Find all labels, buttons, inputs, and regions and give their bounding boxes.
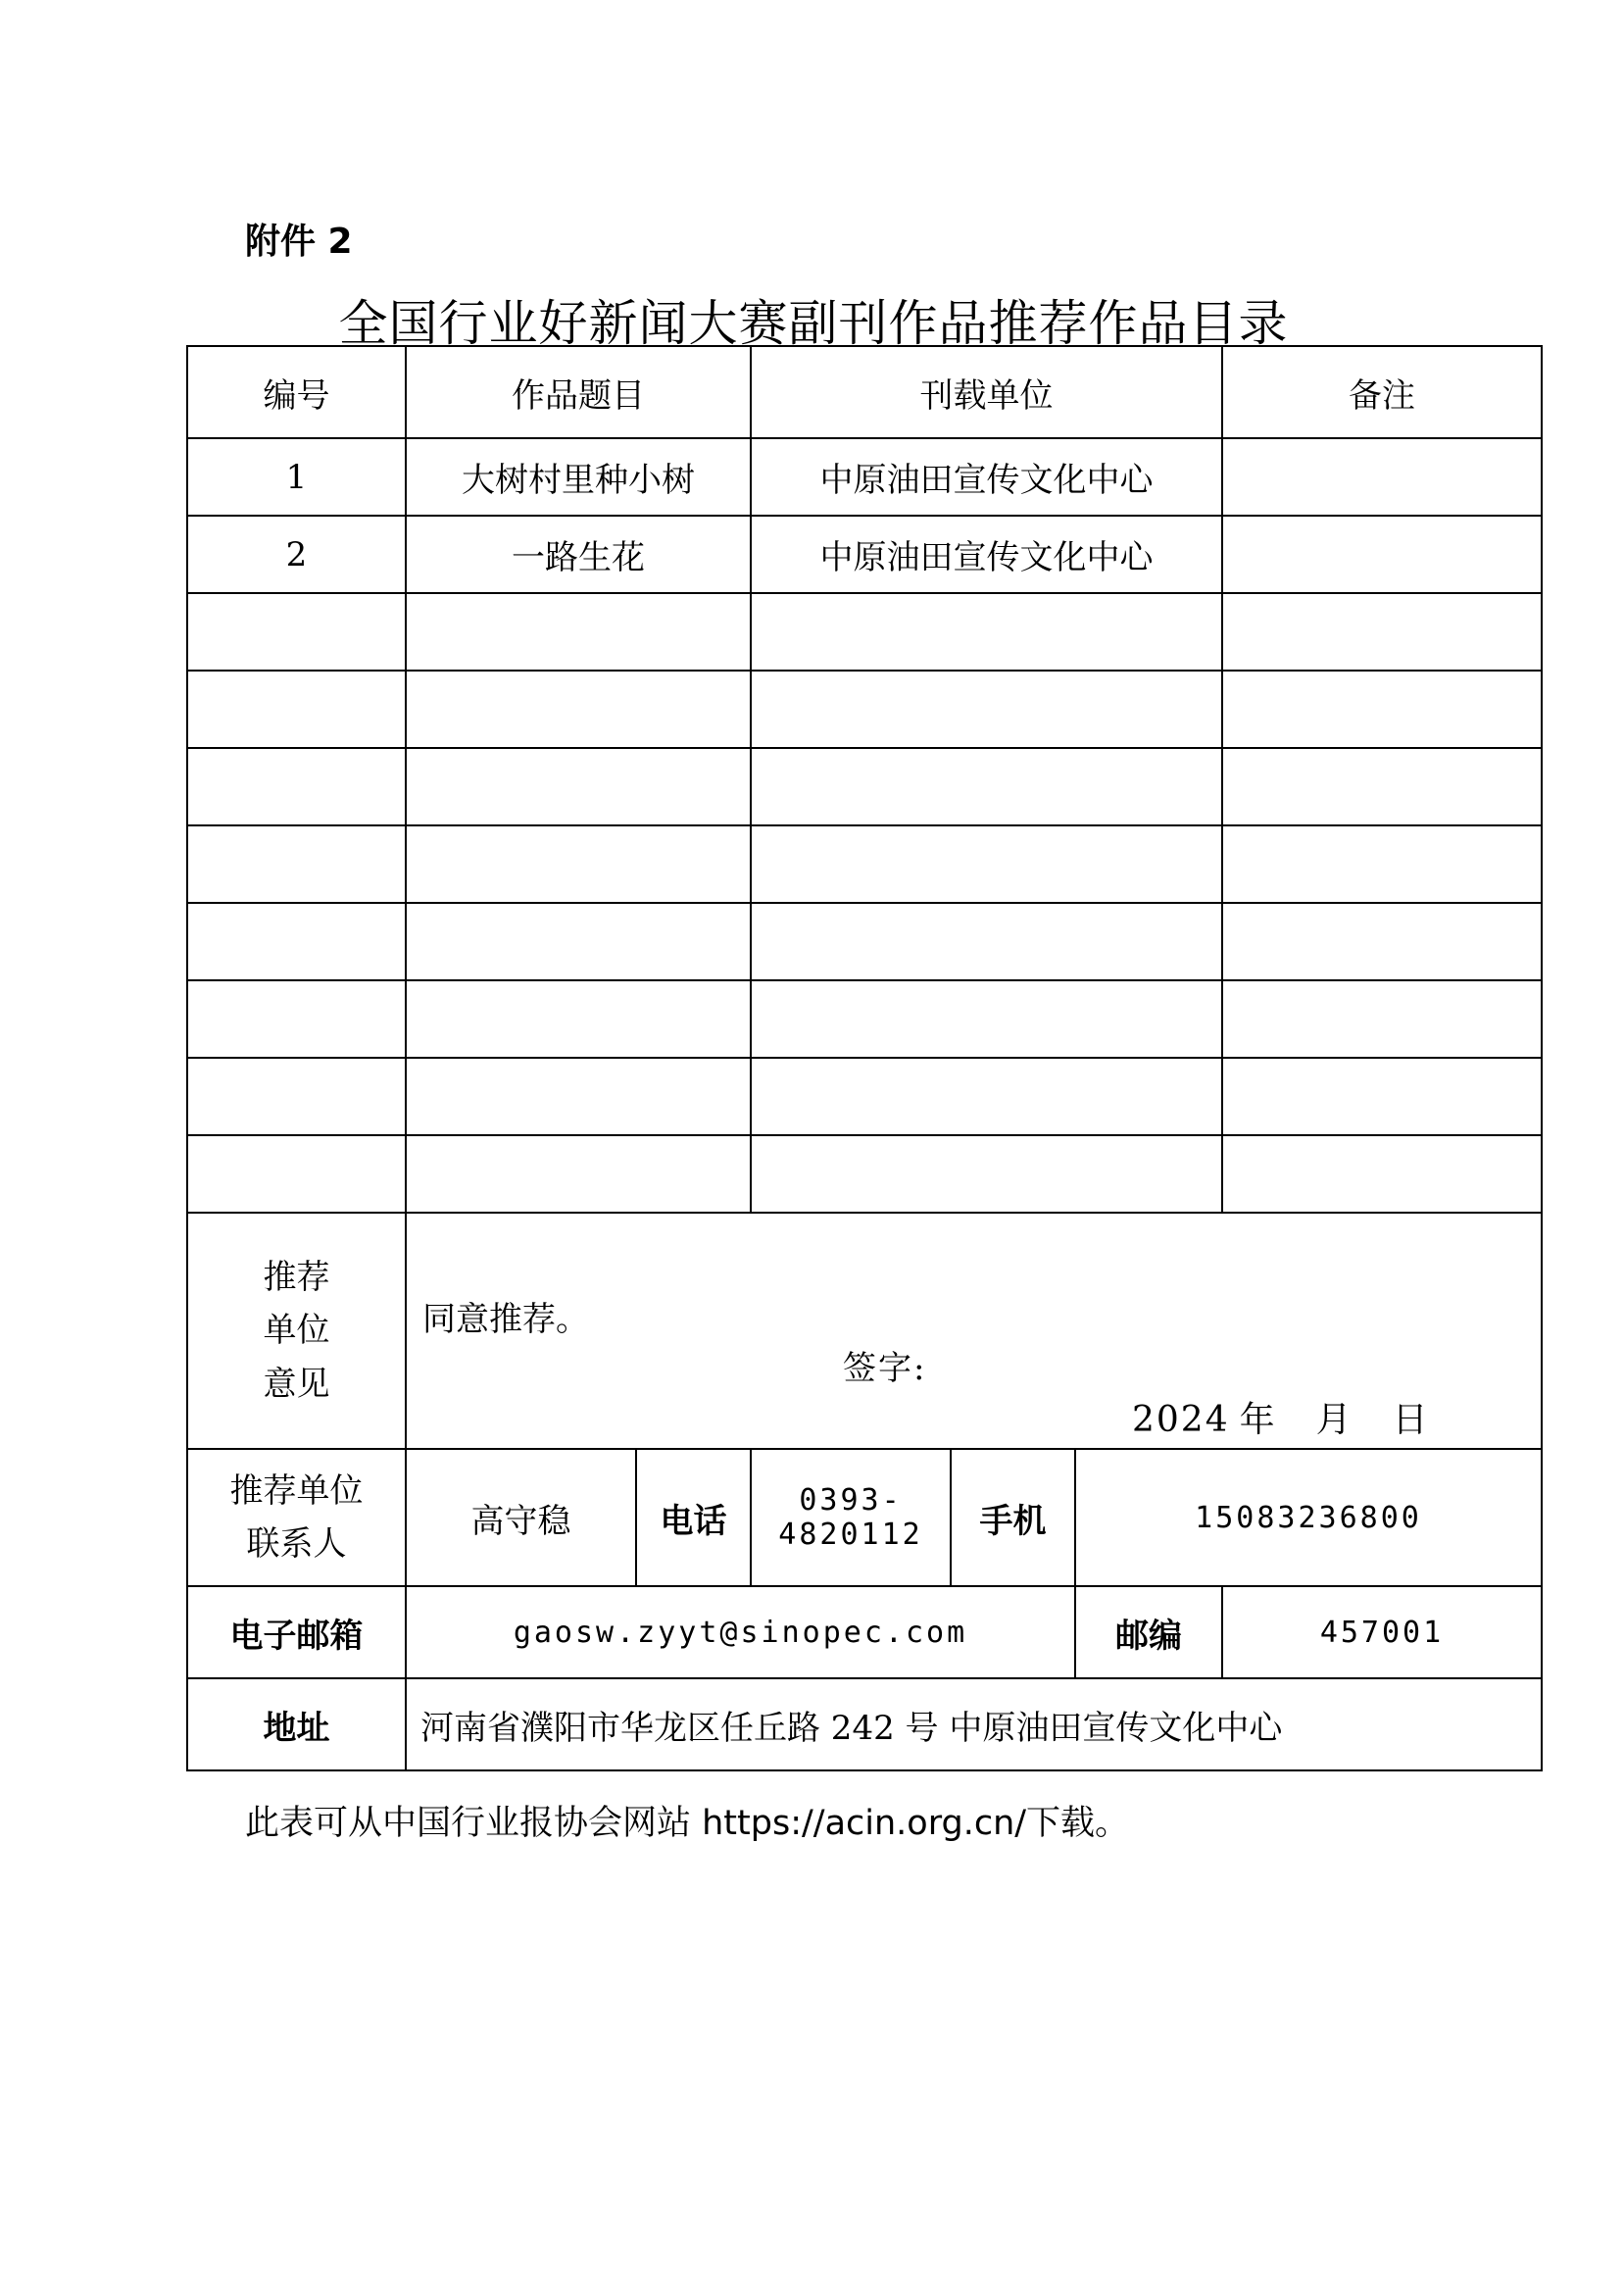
cell-number[interactable] bbox=[187, 980, 406, 1058]
header-remarks: 备注 bbox=[1222, 346, 1542, 438]
header-number: 编号 bbox=[187, 346, 406, 438]
opinion-label-line: 单位 bbox=[263, 1311, 330, 1351]
cell-title[interactable] bbox=[406, 748, 751, 825]
cell-number[interactable]: 2 bbox=[187, 516, 406, 593]
opinion-label-line: 意见 bbox=[263, 1364, 330, 1404]
cell-remarks[interactable] bbox=[1222, 980, 1542, 1058]
cell-publisher[interactable] bbox=[751, 593, 1222, 671]
date-year: 2024 bbox=[1132, 1400, 1230, 1440]
mobile-label: 手机 bbox=[951, 1449, 1075, 1586]
opinion-row bbox=[187, 1213, 1542, 1449]
cell-remarks[interactable] bbox=[1222, 438, 1542, 516]
header-publisher: 刊载单位 bbox=[751, 346, 1222, 438]
cell-publisher[interactable] bbox=[751, 825, 1222, 903]
cell-number[interactable] bbox=[187, 1135, 406, 1213]
date-month-unit: 月 bbox=[1315, 1400, 1353, 1440]
contact-name[interactable]: 高守稳 bbox=[406, 1449, 636, 1586]
contact-label bbox=[187, 1449, 406, 1586]
page-title: 全国行业好新闻大赛副刊作品推荐作品目录 bbox=[338, 295, 1289, 352]
cell-remarks[interactable] bbox=[1222, 1058, 1542, 1135]
email-value[interactable]: gaosw.zyyt@sinopec.com bbox=[406, 1586, 1075, 1678]
cell-number[interactable] bbox=[187, 671, 406, 748]
opinion-label-line: 推荐 bbox=[263, 1257, 330, 1297]
cell-remarks[interactable] bbox=[1222, 748, 1542, 825]
opinion-label bbox=[187, 1213, 406, 1449]
cell-title[interactable] bbox=[406, 593, 751, 671]
phone-value[interactable]: 0393-4820112 bbox=[751, 1449, 951, 1586]
postcode-value[interactable]: 457001 bbox=[1222, 1586, 1542, 1678]
table-row bbox=[187, 1058, 1542, 1135]
attachment-label: 附件 2 bbox=[245, 222, 353, 262]
cell-title[interactable] bbox=[406, 1135, 751, 1213]
table-header-row bbox=[187, 346, 1542, 438]
cell-publisher[interactable] bbox=[751, 903, 1222, 980]
cell-remarks[interactable] bbox=[1222, 671, 1542, 748]
header-title: 作品题目 bbox=[406, 346, 751, 438]
date-day-unit: 日 bbox=[1392, 1400, 1430, 1440]
address-row bbox=[187, 1678, 1542, 1770]
cell-title[interactable] bbox=[406, 825, 751, 903]
cell-publisher[interactable] bbox=[751, 980, 1222, 1058]
cell-publisher[interactable]: 中原油田宣传文化中心 bbox=[751, 438, 1222, 516]
cell-number[interactable]: 1 bbox=[187, 438, 406, 516]
cell-number[interactable] bbox=[187, 825, 406, 903]
postcode-label: 邮编 bbox=[1075, 1586, 1222, 1678]
table-row bbox=[187, 438, 1542, 516]
mobile-value[interactable]: 15083236800 bbox=[1075, 1449, 1542, 1586]
table-row bbox=[187, 903, 1542, 980]
recommendation-form bbox=[186, 345, 1541, 1771]
cell-remarks[interactable] bbox=[1222, 516, 1542, 593]
cell-publisher[interactable]: 中原油田宣传文化中心 bbox=[751, 516, 1222, 593]
table-row bbox=[187, 671, 1542, 748]
cell-publisher[interactable] bbox=[751, 1135, 1222, 1213]
cell-number[interactable] bbox=[187, 903, 406, 980]
cell-publisher[interactable] bbox=[751, 1058, 1222, 1135]
date-year-unit: 年 bbox=[1239, 1400, 1277, 1440]
email-row bbox=[187, 1586, 1542, 1678]
opinion-content[interactable] bbox=[406, 1213, 1542, 1449]
opinion-text: 同意推荐。 bbox=[422, 1300, 589, 1339]
contact-label-line: 联系人 bbox=[246, 1524, 347, 1564]
cell-remarks[interactable] bbox=[1222, 903, 1542, 980]
email-label: 电子邮箱 bbox=[187, 1586, 406, 1678]
cell-publisher[interactable] bbox=[751, 748, 1222, 825]
table-row bbox=[187, 825, 1542, 903]
address-label: 地址 bbox=[187, 1678, 406, 1770]
table-row bbox=[187, 1135, 1542, 1213]
cell-number[interactable] bbox=[187, 593, 406, 671]
signature-label: 签字: bbox=[843, 1349, 927, 1388]
address-value[interactable]: 河南省濮阳市华龙区任丘路 242 号 中原油田宣传文化中心 bbox=[406, 1678, 1542, 1770]
cell-title[interactable] bbox=[406, 1058, 751, 1135]
cell-remarks[interactable] bbox=[1222, 1135, 1542, 1213]
phone-label: 电话 bbox=[636, 1449, 751, 1586]
cell-remarks[interactable] bbox=[1222, 593, 1542, 671]
cell-remarks[interactable] bbox=[1222, 825, 1542, 903]
cell-publisher[interactable] bbox=[751, 671, 1222, 748]
table-row bbox=[187, 748, 1542, 825]
cell-number[interactable] bbox=[187, 748, 406, 825]
contact-row bbox=[187, 1449, 1542, 1586]
cell-title[interactable]: 一路生花 bbox=[406, 516, 751, 593]
cell-title[interactable]: 大树村里种小树 bbox=[406, 438, 751, 516]
cell-number[interactable] bbox=[187, 1058, 406, 1135]
contact-label-line: 推荐单位 bbox=[229, 1470, 364, 1511]
cell-title[interactable] bbox=[406, 903, 751, 980]
table-row bbox=[187, 516, 1542, 593]
table-row bbox=[187, 980, 1542, 1058]
signature-date bbox=[1132, 1392, 1440, 1442]
cell-title[interactable] bbox=[406, 980, 751, 1058]
footnote: 此表可从中国行业报协会网站 https://acin.org.cn/下载。 bbox=[245, 1804, 1130, 1843]
table-row bbox=[187, 593, 1542, 671]
cell-title[interactable] bbox=[406, 671, 751, 748]
